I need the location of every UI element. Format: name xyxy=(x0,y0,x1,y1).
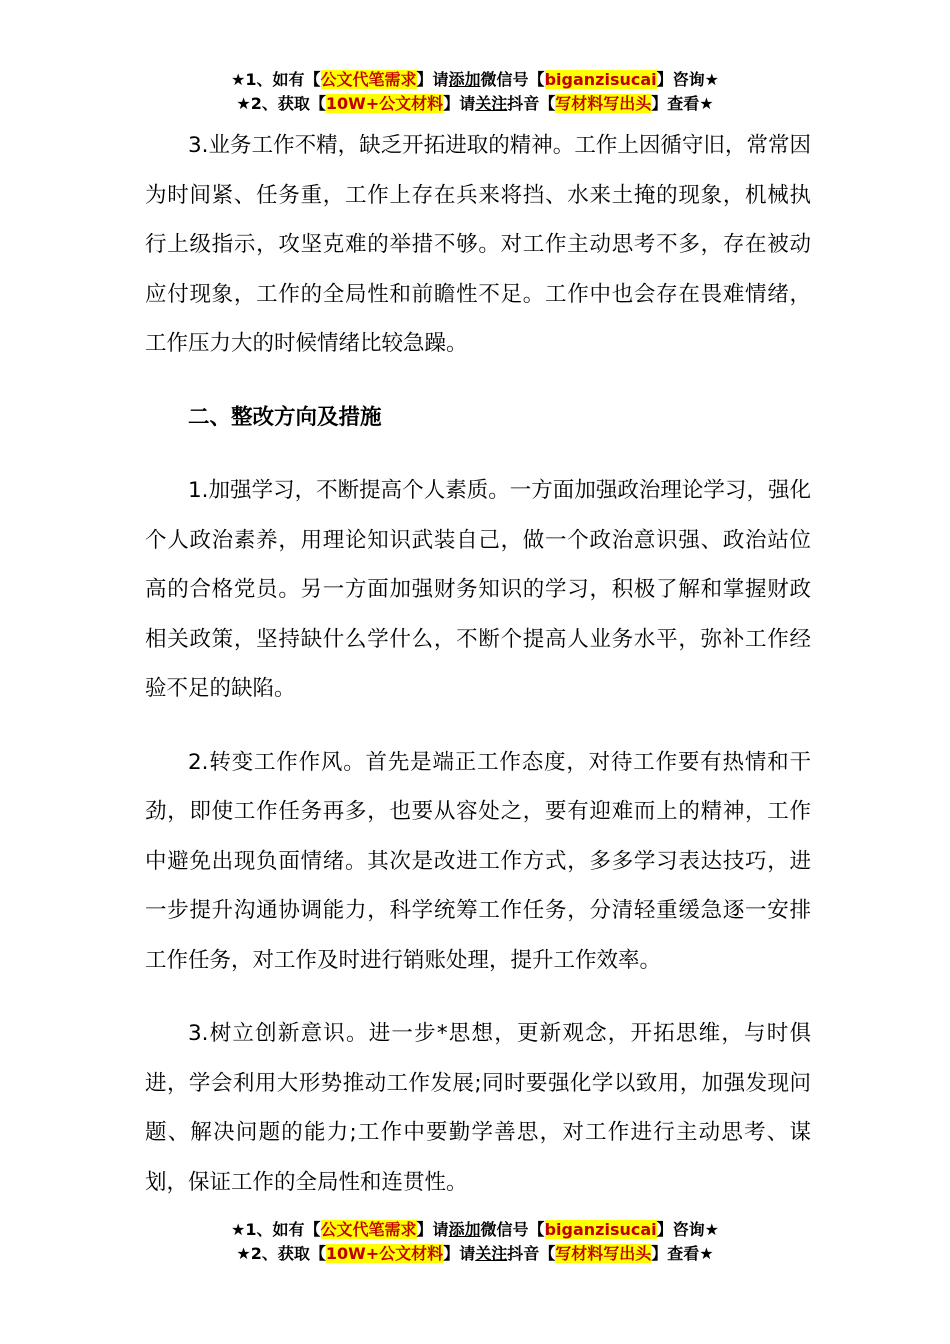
paragraph-measure-1: 1.加强学习，不断提高个人素质。一方面加强政治理论学习，强化个人政治素养，用理论知识武装自己，做一个政治意识强、政治站位高的合格党员。另一方面加强财务知识的学习，积极了解和掌握财政相关政策，坚持缺什么学什么，不断个提高人业务水平，弥补工作经验不足的缺陷。 xyxy=(145,478,811,701)
banner-line-2-mid: 】请 xyxy=(443,94,476,113)
paragraph-gap xyxy=(145,985,811,1009)
banner-line-1-prefix: ★1、如有【 xyxy=(231,70,321,89)
banner-line-2-prefix: ★2、获取【 xyxy=(236,94,326,113)
banner-line-2-suffix: 】查看★ xyxy=(651,1244,714,1263)
paragraph-measure-2: 2.转变工作作风。首先是端正工作态度，对待工作要有热情和干劲，即使工作任务再多，也要从容处之，要有迎难而上的精神，工作中避免出现负面情绪。其次是改进工作方式，多多学习表达技巧，进一步提升沟通协调能力，科学统筹工作任务，分清轻重缓急逐一安排工作任务，对工作及时进行销账处理，提升工作效率。 xyxy=(145,749,811,973)
banner-line-1 xyxy=(0,1218,950,1242)
banner-highlight-wechat: biganzisucai xyxy=(544,1220,657,1239)
banner-line-1-suffix: 】咨询★ xyxy=(656,1220,719,1239)
banner-highlight-douyin: 写材料写出头 xyxy=(555,94,652,113)
banner-highlight-materials: 10W+公文材料 xyxy=(325,94,444,113)
banner-line-1-suffix: 】咨询★ xyxy=(656,70,719,89)
banner-line-1-mid: 】请 xyxy=(416,1220,449,1239)
banner-highlight-service: 公文代笔需求 xyxy=(320,1220,417,1239)
banner-highlight-materials: 10W+公文材料 xyxy=(325,1244,444,1263)
banner-highlight-service: 公文代笔需求 xyxy=(320,70,417,89)
banner-emphasis-follow: 关注 xyxy=(475,94,508,113)
banner-emphasis-add: 添加 xyxy=(448,70,481,89)
banner-line-1-mid: 】请 xyxy=(416,70,449,89)
banner-line-2-prefix: ★2、获取【 xyxy=(236,1244,326,1263)
banner-line-1 xyxy=(0,68,950,92)
banner-line-2-suffix: 】查看★ xyxy=(651,94,714,113)
footer-banner xyxy=(0,1218,950,1266)
banner-line-1-mid2: 微信号【 xyxy=(480,70,545,89)
section-title: 二、整改方向及措施 xyxy=(188,404,382,430)
banner-emphasis-add: 添加 xyxy=(448,1220,481,1239)
paragraph-measure-3: 3.树立创新意识。进一步*思想，更新观念，开拓思维，与时俱进，学会利用大形势推动工作发展;同时要强化学以致用，加强发现问题、解决问题的能力;工作中要勤学善思，对工作进行主动思考、谋划，保证工作的全局性和连贯性。 xyxy=(145,1021,811,1195)
banner-line-1-mid2: 微信号【 xyxy=(480,1220,545,1239)
banner-highlight-douyin: 写材料写出头 xyxy=(555,1244,652,1263)
banner-line-2-mid: 】请 xyxy=(443,1244,476,1263)
paragraph-gap xyxy=(145,369,811,393)
document-body xyxy=(145,121,811,1207)
paragraph-gap xyxy=(145,714,811,738)
banner-emphasis-follow: 关注 xyxy=(475,1244,508,1263)
banner-line-2 xyxy=(0,92,950,116)
paragraph-intro: 3.业务工作不精，缺乏开拓进取的精神。工作上因循守旧，常常因为时间紧、任务重，工作上存在兵来将挡、水来土掩的现象，机械执行上级指示，攻坚克难的举措不够。对工作主动思考不多，存在被动应付现象，工作的全局性和前瞻性不足。工作中也会存在畏难情绪，工作压力大的时候情绪比较急躁。 xyxy=(145,133,811,356)
paragraph-gap xyxy=(145,442,811,466)
banner-line-2 xyxy=(0,1242,950,1266)
banner-line-1-prefix: ★1、如有【 xyxy=(231,1220,321,1239)
header-banner xyxy=(0,68,950,116)
banner-highlight-wechat: biganzisucai xyxy=(544,70,657,89)
banner-line-2-mid2: 抖音【 xyxy=(507,94,556,113)
banner-line-2-mid2: 抖音【 xyxy=(507,1244,556,1263)
